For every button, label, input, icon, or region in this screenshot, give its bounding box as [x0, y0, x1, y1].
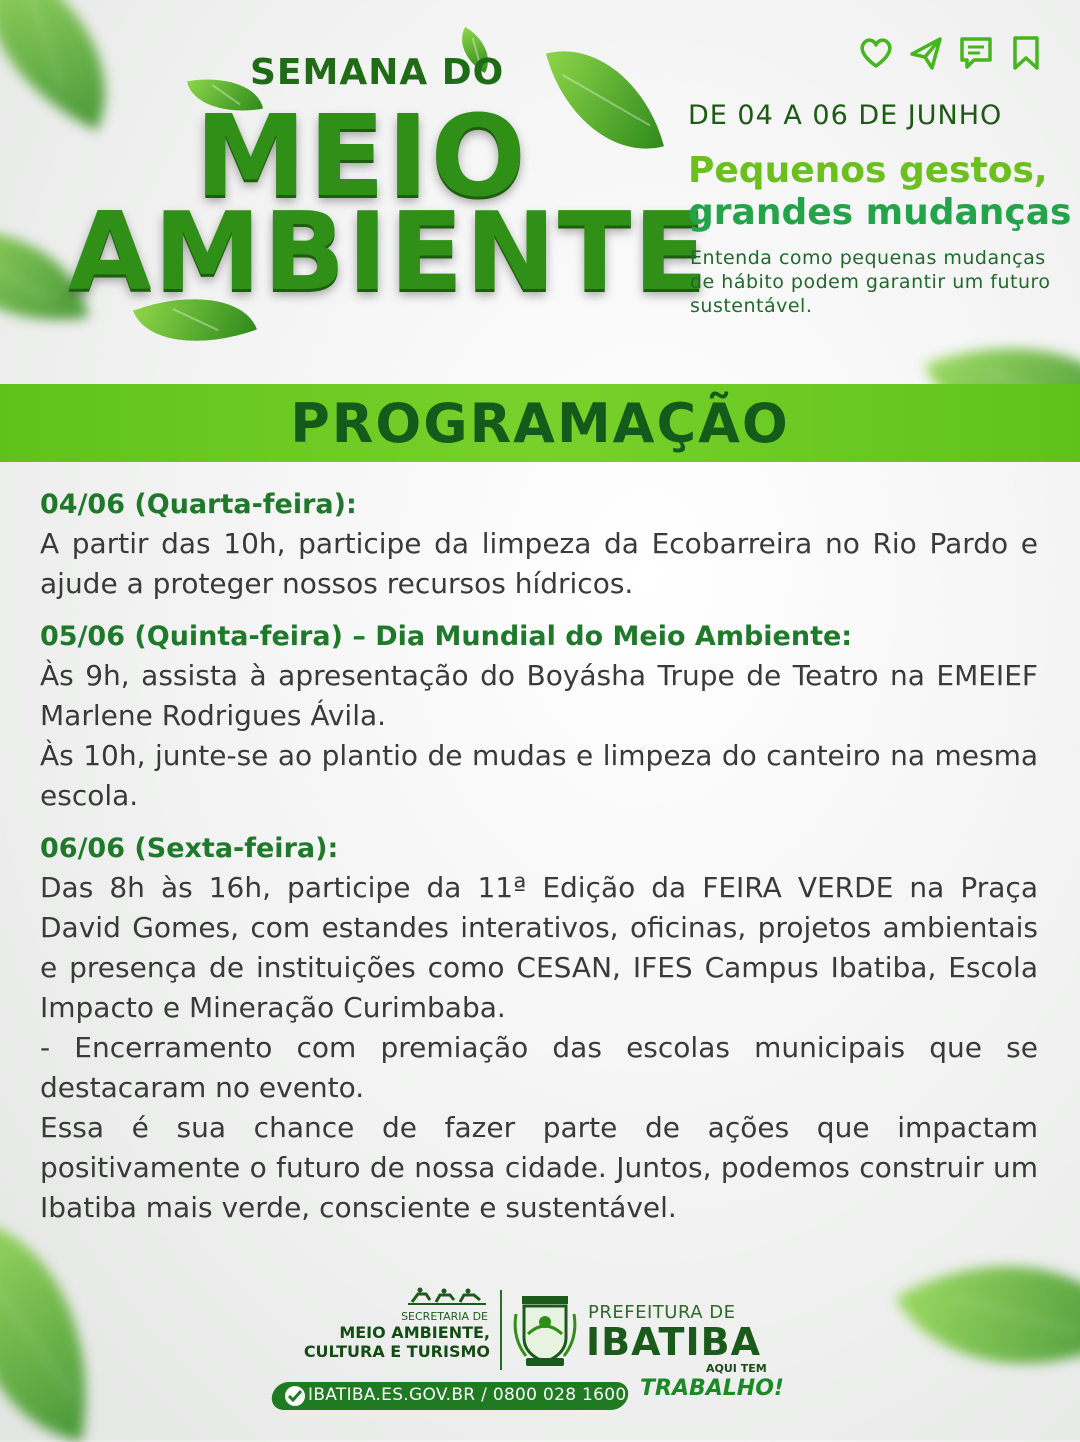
day-title: 04/06 (Quarta-feira): [40, 489, 357, 520]
prefeitura-name: IBATIBA [586, 1320, 761, 1364]
social-icons [858, 34, 1044, 72]
bookmark-icon[interactable] [1008, 34, 1044, 72]
secretaria-line1: MEIO AMBIENTE, [339, 1323, 490, 1342]
schedule [40, 486, 1038, 1228]
footer-divider [500, 1290, 502, 1370]
send-icon[interactable] [908, 34, 944, 72]
secretaria-small: SECRETARIA DE [401, 1310, 488, 1323]
slogan-line1: Pequenos gestos, [688, 150, 1048, 191]
day-title: 05/06 (Quinta-feira) – Dia Mundial do Meio Ambiente: [40, 621, 853, 652]
day-paragraph: Às 10h, junte-se ao plantio de mudas e limpeza do canteiro na mesma escola. [40, 739, 1038, 812]
event-dates: DE 04 A 06 DE JUNHO [688, 100, 1003, 131]
municipal-crest-icon [512, 1294, 578, 1370]
day-title: 06/06 (Sexta-feira): [40, 833, 339, 864]
header-description: Entenda como pequenas mudanças de hábito podem garantir um futuro sustentável. [690, 247, 1051, 317]
check-icon [283, 1384, 307, 1408]
day-paragraph: Das 8h às 16h, participe da 11ª Edição da FEIRA VERDE na Praça David Gomes, com estandes interativos, oficinas, projetos ambientais e presença de instituições como CESAN, IFES Campus Ibatiba, Escola Impacto e Mineração Curimbaba. [40, 871, 1038, 1024]
decorative-leaf [546, 30, 664, 169]
day-paragraph: A partir das 10h, participe da limpeza da Ecobarreira no Rio Pardo e ajude a proteger nossos recursos hídricos. [40, 527, 1038, 600]
footer [0, 1280, 1080, 1440]
prefeitura-small: PREFEITURA DE [588, 1302, 736, 1323]
day-paragraph: Às 9h, assista à apresentação do Boyásha Trupe de Teatro na EMEIEF Marlene Rodrigues Ávila. [40, 659, 1038, 732]
slogan-line2: grandes mudanças [688, 192, 1072, 233]
kicker-title: SEMANA DO [250, 52, 505, 93]
contact-link[interactable]: IBATIBA.ES.GOV.BR / 0800 028 1600 [308, 1385, 627, 1405]
aqui-tem: AQUI TEM [706, 1362, 767, 1375]
day-paragraph: - Encerramento com premiação das escolas municipais que se destacaram no evento. [40, 1031, 1038, 1104]
secretaria-line2: CULTURA E TURISMO [303, 1342, 490, 1361]
slogan [688, 150, 1071, 234]
main-title-line2: AMBIENTE [68, 190, 710, 315]
day-paragraph: Essa é sua chance de fazer parte de ações que impactam positivamente o futuro de nossa cidade. Juntos, podemos construir um Ibatiba mais verde, consciente e sustentável. [40, 1111, 1038, 1224]
comment-icon[interactable] [958, 34, 994, 72]
decorative-leaf [0, 0, 147, 130]
secretaria-name [282, 1323, 490, 1361]
main-title-line1: MEIO [195, 92, 528, 222]
trabalho-slogan: TRABALHO! [640, 1376, 784, 1401]
horse-riders-logo [406, 1286, 488, 1306]
heart-icon[interactable] [858, 34, 894, 72]
section-title: PROGRAMAÇÃO [290, 392, 790, 455]
